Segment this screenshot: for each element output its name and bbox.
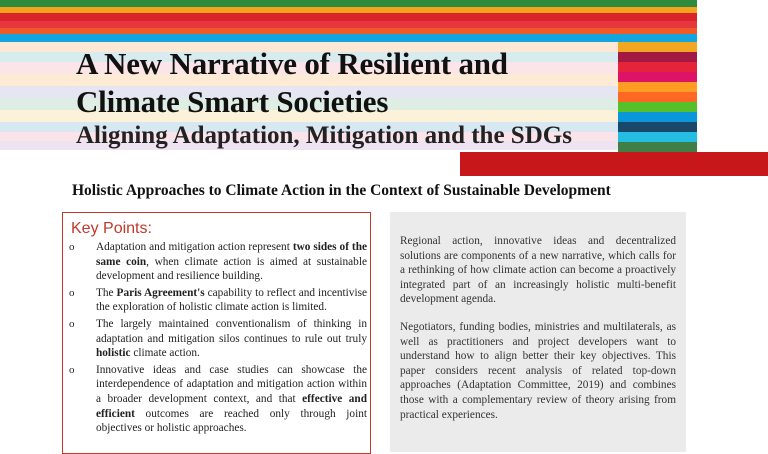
- bullet-icon: o: [69, 317, 75, 330]
- key-point-text: , when climate action is aimed at sustainable development and resilience building.: [96, 255, 367, 283]
- bullet-icon: o: [69, 286, 75, 299]
- section-heading: Holistic Approaches to Climate Action in the Context of Sustainable Development: [72, 182, 611, 199]
- stripe: [0, 21, 697, 28]
- color-bar: [618, 92, 697, 102]
- summary-paragraph-2: Negotiators, funding bodies, ministries and multilaterals, as well as practitioners and project developers want to understand how to align better their key objectives. This paper considers recent analysis of related top-down approaches (Adaptation Committee, 2019) and combines those with a complementary review of theory arising from practical experiences.: [400, 321, 676, 421]
- page-title: [76, 45, 508, 121]
- bullet-icon: o: [69, 363, 75, 376]
- key-point-text: The largely maintained conventionalism of thinking in adaptation and mitigation silos continues to rule out truly: [96, 317, 367, 345]
- key-point-text: Adaptation and mitigation action represent: [96, 241, 293, 253]
- key-point-item: [69, 240, 367, 284]
- color-bar: [618, 122, 697, 132]
- color-bar: [618, 102, 697, 112]
- key-point-item: [69, 286, 367, 315]
- key-point-bold: two sides of the same coin: [96, 241, 367, 268]
- color-bar: [618, 112, 697, 122]
- key-points-box: [62, 212, 371, 454]
- bullet-icon: o: [69, 241, 75, 253]
- key-point-bold: holistic: [96, 347, 131, 360]
- title-line-2: Climate Smart Societies: [76, 84, 389, 119]
- key-point-bold: effective and efficient: [96, 392, 367, 420]
- key-point-text: outcomes are reached only through joint objectives or holistic approaches.: [96, 407, 367, 435]
- stripe: [0, 34, 697, 42]
- summary-paragraph-1: Regional action, innovative ideas and decentralized solutions are components of a new narrative, which calls for a rethinking of how climate action can become a proactively integrated part of an increasingly holistic multi-benefit development agenda.: [400, 235, 676, 306]
- color-bar: [618, 52, 697, 62]
- color-bar: [618, 72, 697, 82]
- key-point-item: [69, 363, 367, 436]
- color-bar: [618, 42, 697, 52]
- key-point-bold: Paris Agreement's: [116, 286, 205, 299]
- key-points-list: [69, 240, 367, 438]
- page-subtitle: Aligning Adaptation, Mitigation and the SDGs: [76, 122, 572, 149]
- summary-panel: [390, 212, 686, 452]
- color-bar: [618, 142, 697, 152]
- sdg-color-bars: [618, 42, 697, 152]
- accent-red-block: [460, 152, 768, 176]
- color-bar: [618, 62, 697, 72]
- key-point-text: climate action.: [130, 347, 200, 360]
- title-line-1: A New Narrative of Resilient and: [76, 46, 508, 81]
- stripe: [0, 0, 697, 7]
- stripe: [0, 13, 697, 21]
- key-points-title: Key Points:: [71, 220, 152, 237]
- color-bar: [618, 132, 697, 142]
- color-bar: [618, 82, 697, 92]
- key-point-item: [69, 317, 367, 361]
- key-point-text: capability to reflect and incentivise the exploration of holistic climate action is limited.: [96, 286, 367, 314]
- key-point-text: The: [96, 286, 117, 299]
- key-point-text: Innovative ideas and case studies can showcase the interdependence of adaptation and mitigation action within a broader development context, and that: [96, 363, 367, 405]
